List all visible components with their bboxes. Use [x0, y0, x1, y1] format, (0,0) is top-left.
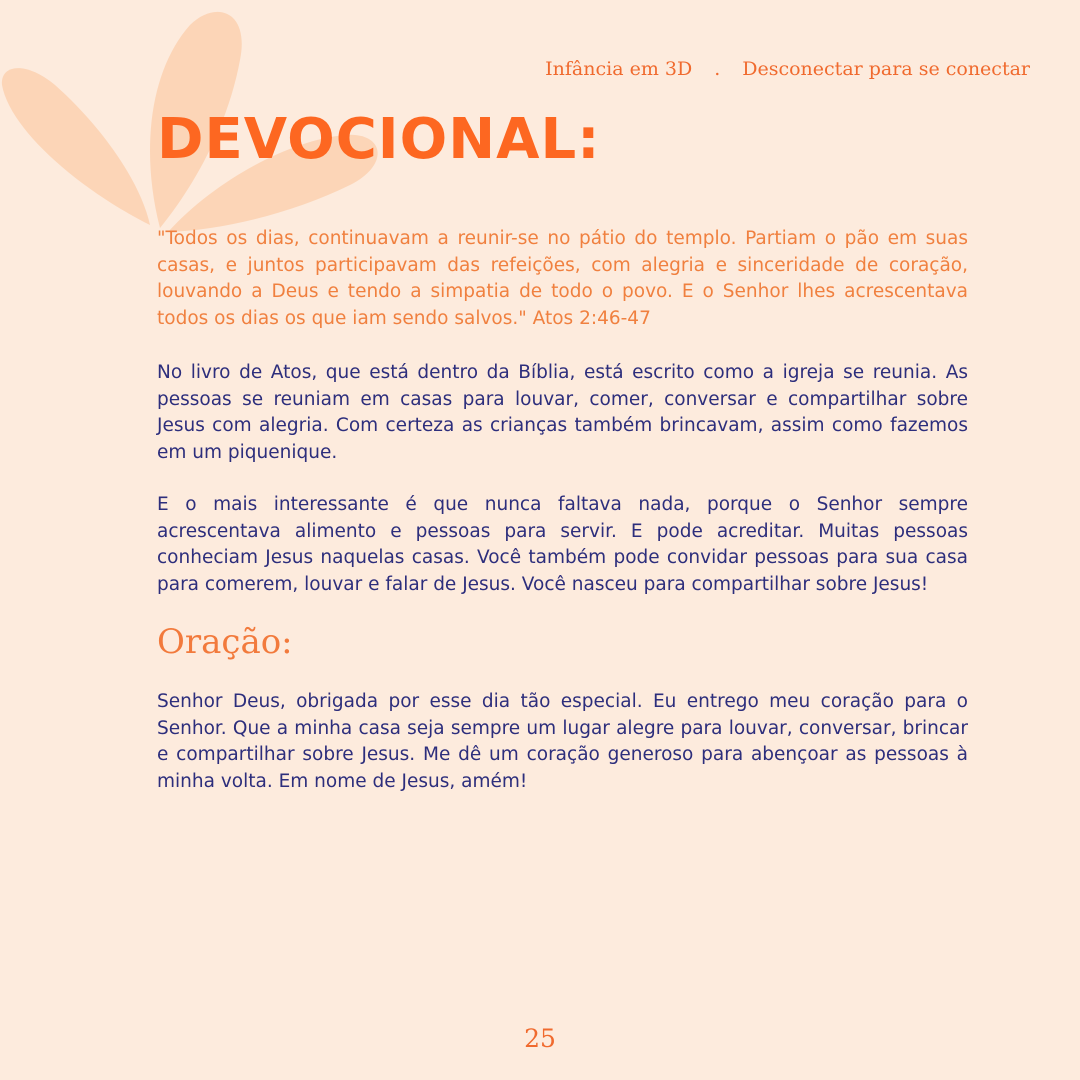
paragraph-1: No livro de Atos, que está dentro da Bíblia, está escrito como a igreja se reunia. As pessoas se reuniam em casas para louvar, comer, conversar e compartilhar sobre Jesus com alegria. Com certeza as crianças também brincavam, assim como fazemos em um piquenique. — [157, 362, 968, 463]
book-title: Infância em 3D — [545, 58, 693, 80]
page-title: DEVOCIONAL: — [157, 107, 601, 172]
book-subtitle: Desconectar para se conectar — [742, 58, 1030, 80]
prayer-text: Senhor Deus, obrigada por esse dia tão especial. Eu entrego meu coração para o Senhor. Que a minha casa seja sempre um lugar alegre para louvar, conversar, brincar e compartilhar sobre Jesus. Me dê um coração generoso para abençoar as pessoas à minha volta. Em nome de Jesus, amém! — [157, 691, 968, 792]
main-content — [157, 226, 968, 795]
prayer-title: Oração: — [157, 622, 293, 662]
leaf-left — [2, 68, 150, 225]
running-header — [545, 58, 1030, 80]
header-separator: . — [714, 58, 721, 80]
bible-quote: "Todos os dias, continuavam a reunir-se no pátio do templo. Partiam o pão em suas casas, e juntos participavam das refeições, com alegria e sinceridade de coração, louvando a Deus e tendo a simpatia de todo o povo. E o Senhor lhes acrescentava todos os dias os que iam sendo salvos." Atos 2:46-47 — [157, 228, 968, 329]
page-number: 25 — [524, 1024, 556, 1053]
paragraph-2: E o mais interessante é que nunca faltava nada, porque o Senhor sempre acrescentava alimento e pessoas para servir. E pode acreditar. Muitas pessoas conheciam Jesus naquelas casas. Você também pode convidar pessoas para sua casa para comerem, louvar e falar de Jesus. Você nasceu para compartilhar sobre Jesus! — [157, 494, 968, 595]
